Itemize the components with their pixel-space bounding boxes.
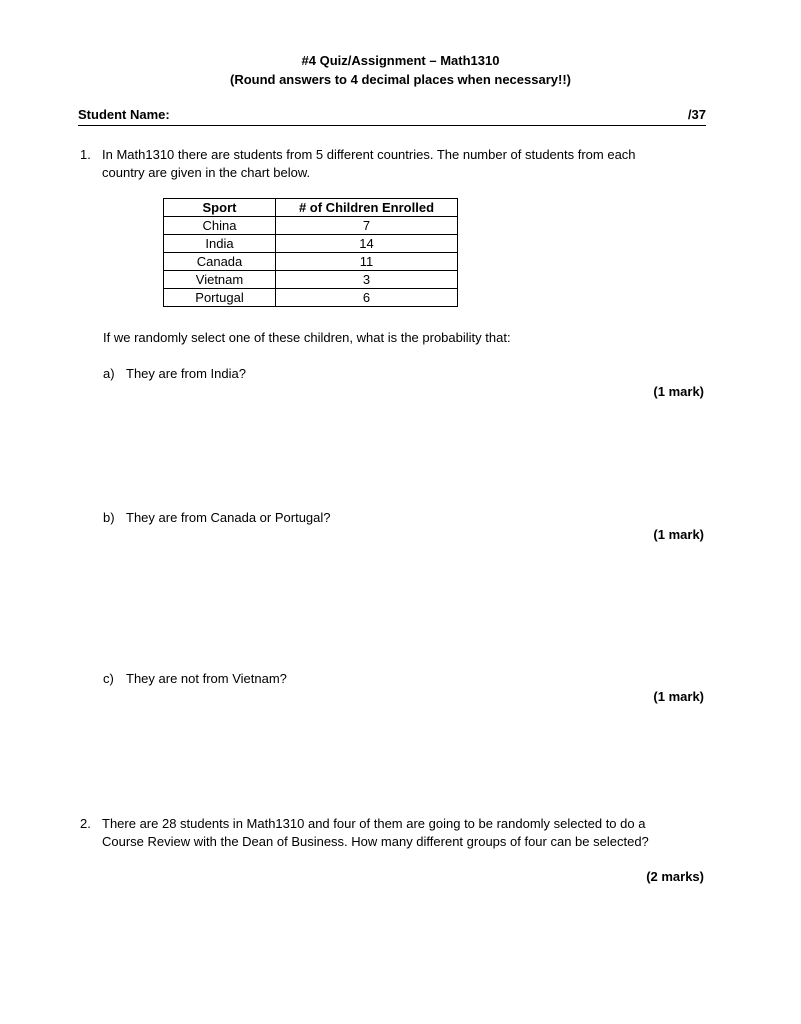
question-2 [80, 815, 680, 851]
marks-label: (1 mark) [653, 527, 704, 542]
question-2-text: There are 28 students in Math1310 and four of them are going to be randomly selected to do a Course Review with the Dean of Business. How many different groups of four can be selected? [102, 816, 649, 849]
question-1-number: 1. [80, 147, 91, 162]
part-label: a) [103, 366, 115, 381]
student-name-row [78, 107, 706, 126]
total-score-label: /37 [687, 107, 706, 122]
question-1 [80, 146, 680, 182]
part-text: They are from India? [126, 366, 246, 381]
table-header-cell: # of Children Enrolled [276, 199, 458, 217]
table-cell-count: 14 [276, 235, 458, 253]
part-text: They are not from Vietnam? [126, 671, 287, 686]
table-row [164, 271, 458, 289]
table-cell-count: 3 [276, 271, 458, 289]
question-1b [103, 510, 331, 525]
table-row [164, 289, 458, 307]
table-row [164, 217, 458, 235]
question-1c [103, 671, 287, 686]
table-cell-country: China [164, 217, 276, 235]
question-2-number: 2. [80, 816, 91, 831]
marks-label: (1 mark) [653, 689, 704, 704]
table-cell-country: Vietnam [164, 271, 276, 289]
table-header-row [164, 199, 458, 217]
marks-label: (2 marks) [646, 869, 704, 884]
table-cell-country: Portugal [164, 289, 276, 307]
student-name-label: Student Name: [78, 107, 170, 122]
marks-label: (1 mark) [653, 384, 704, 399]
table-row [164, 235, 458, 253]
table-header-cell: Sport [164, 199, 276, 217]
table-cell-count: 7 [276, 217, 458, 235]
probability-prompt: If we randomly select one of these children, what is the probability that: [103, 330, 511, 345]
table-row [164, 253, 458, 271]
page-title: #4 Quiz/Assignment – Math1310 [301, 53, 500, 68]
part-label: b) [103, 510, 115, 525]
table-cell-country: India [164, 235, 276, 253]
table-cell-count: 11 [276, 253, 458, 271]
question-1-text: In Math1310 there are students from 5 different countries. The number of students from each country are given in the chart below. [102, 147, 636, 180]
students-table [163, 198, 458, 307]
table-cell-country: Canada [164, 253, 276, 271]
table-cell-count: 6 [276, 289, 458, 307]
question-1a [103, 366, 246, 381]
page-subtitle: (Round answers to 4 decimal places when necessary!!) [229, 72, 571, 87]
part-label: c) [103, 671, 114, 686]
part-text: They are from Canada or Portugal? [126, 510, 331, 525]
